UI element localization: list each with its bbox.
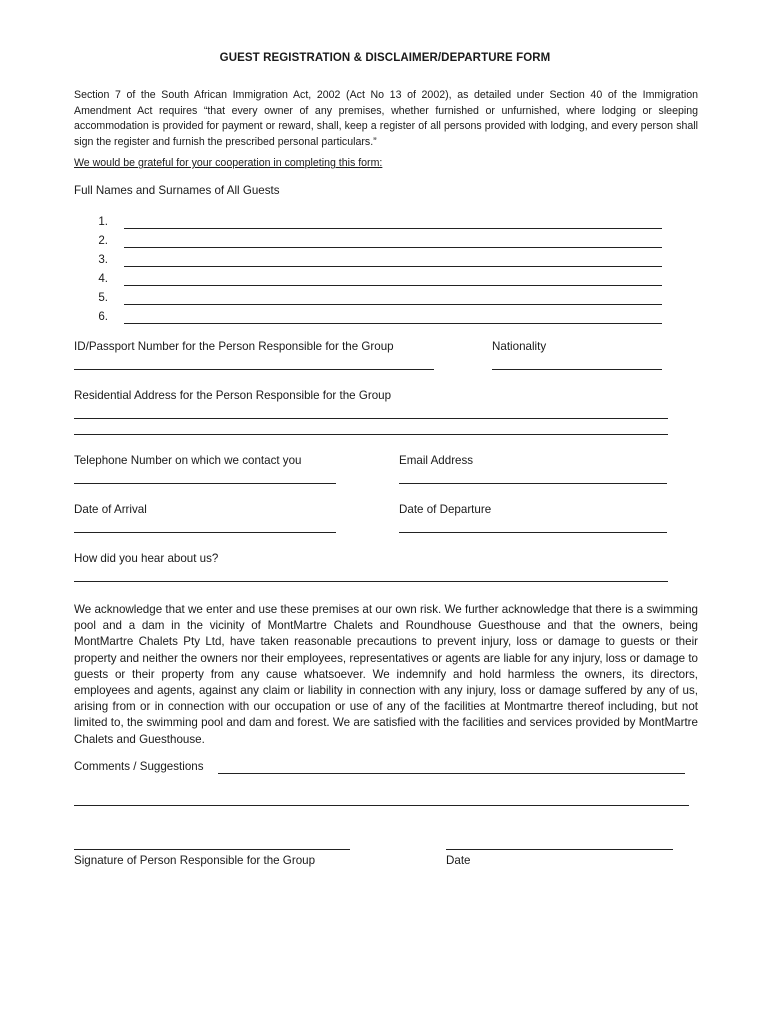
guest-number: 4. xyxy=(98,272,108,285)
address-field-line-1[interactable] xyxy=(74,418,668,419)
departure-label: Date of Departure xyxy=(399,503,492,516)
comments-field-line-1[interactable] xyxy=(218,773,685,774)
nationality-field[interactable] xyxy=(492,369,662,370)
email-field[interactable] xyxy=(399,483,667,484)
referral-label: How did you hear about us? xyxy=(74,552,219,565)
guest-row-6 xyxy=(92,310,672,329)
guest-number: 6. xyxy=(98,310,108,323)
email-label: Email Address xyxy=(399,454,474,467)
guests-label: Full Names and Surnames of All Guests xyxy=(74,184,280,197)
id-passport-label: ID/Passport Number for the Person Responsible for the Group xyxy=(74,340,394,353)
arrival-label: Date of Arrival xyxy=(74,503,147,516)
guest-name-field-2[interactable] xyxy=(124,247,662,248)
guest-number: 3. xyxy=(98,253,108,266)
guest-name-field-3[interactable] xyxy=(124,266,662,267)
guest-row-2 xyxy=(92,234,672,253)
disclaimer-paragraph: We acknowledge that we enter and use these premises at our own risk. We further acknowledge that there is a swimming pool and a dam in the vicinity of MontMartre Chalets and Roundhouse Guesthouse and that the owners, being MontMartre Chalets Pty Ltd, have taken reasonable precautions to prevent injury, loss or damage to guests or their property and neither the owners nor their employees, representatives or agents are liable for any injury, loss or damage to guests or their property from any cause whatsoever. We indemnify and hold harmless the owners, its directors, employees and agents, against any claim or liability in connection with any injury, loss or damage suffered by any of us, arising from or in connection with our occupation or use of any of the facilities at Montmartre thereof including, but not limited to, the swimming pool and dam and forest. We are satisfied with the facilities and services provided by MontMartre Chalets and Guesthouse. xyxy=(74,603,698,746)
immigration-act-paragraph: Section 7 of the South African Immigration Act, 2002 (Act No 13 of 2002), as detailed under Section 40 of the Immigration Amendment Act requires “that every owner of any premises, whether furnished or unfurnished, where lodging or sleeping accommodation is provided for payment or reward, shall, keep a register of all persons provided with lodging, and every person shall sign the register and furnish the prescribed personal particulars.” xyxy=(74,89,698,148)
form-title: GUEST REGISTRATION & DISCLAIMER/DEPARTURE FORM xyxy=(219,52,551,64)
comments-label: Comments / Suggestions xyxy=(74,760,204,773)
guest-name-field-1[interactable] xyxy=(124,228,662,229)
guest-row-1 xyxy=(92,215,672,234)
guest-name-field-4[interactable] xyxy=(124,285,662,286)
nationality-label: Nationality xyxy=(492,340,547,353)
signature-field[interactable] xyxy=(74,849,350,850)
signature-label: Signature of Person Responsible for the Group xyxy=(74,854,316,867)
departure-date-field[interactable] xyxy=(399,532,667,533)
telephone-label: Telephone Number on which we contact you xyxy=(74,454,302,467)
guest-row-4 xyxy=(92,272,672,291)
guest-row-5 xyxy=(92,291,672,310)
telephone-field[interactable] xyxy=(74,483,336,484)
guest-number: 5. xyxy=(98,291,108,304)
guest-number: 1. xyxy=(98,215,108,228)
comments-field-line-2[interactable] xyxy=(74,805,689,806)
id-passport-field[interactable] xyxy=(74,369,434,370)
guest-row-3 xyxy=(92,253,672,272)
referral-field[interactable] xyxy=(74,581,668,582)
arrival-date-field[interactable] xyxy=(74,532,336,533)
guest-name-field-6[interactable] xyxy=(124,323,662,324)
signature-date-field[interactable] xyxy=(446,849,673,850)
address-field-line-2[interactable] xyxy=(74,434,668,435)
signature-date-label: Date xyxy=(446,854,471,867)
guest-name-field-5[interactable] xyxy=(124,304,662,305)
guest-number: 2. xyxy=(98,234,108,247)
cooperation-note: We would be grateful for your cooperation in completing this form: xyxy=(74,157,383,169)
address-label: Residential Address for the Person Responsible for the Group xyxy=(74,389,392,402)
